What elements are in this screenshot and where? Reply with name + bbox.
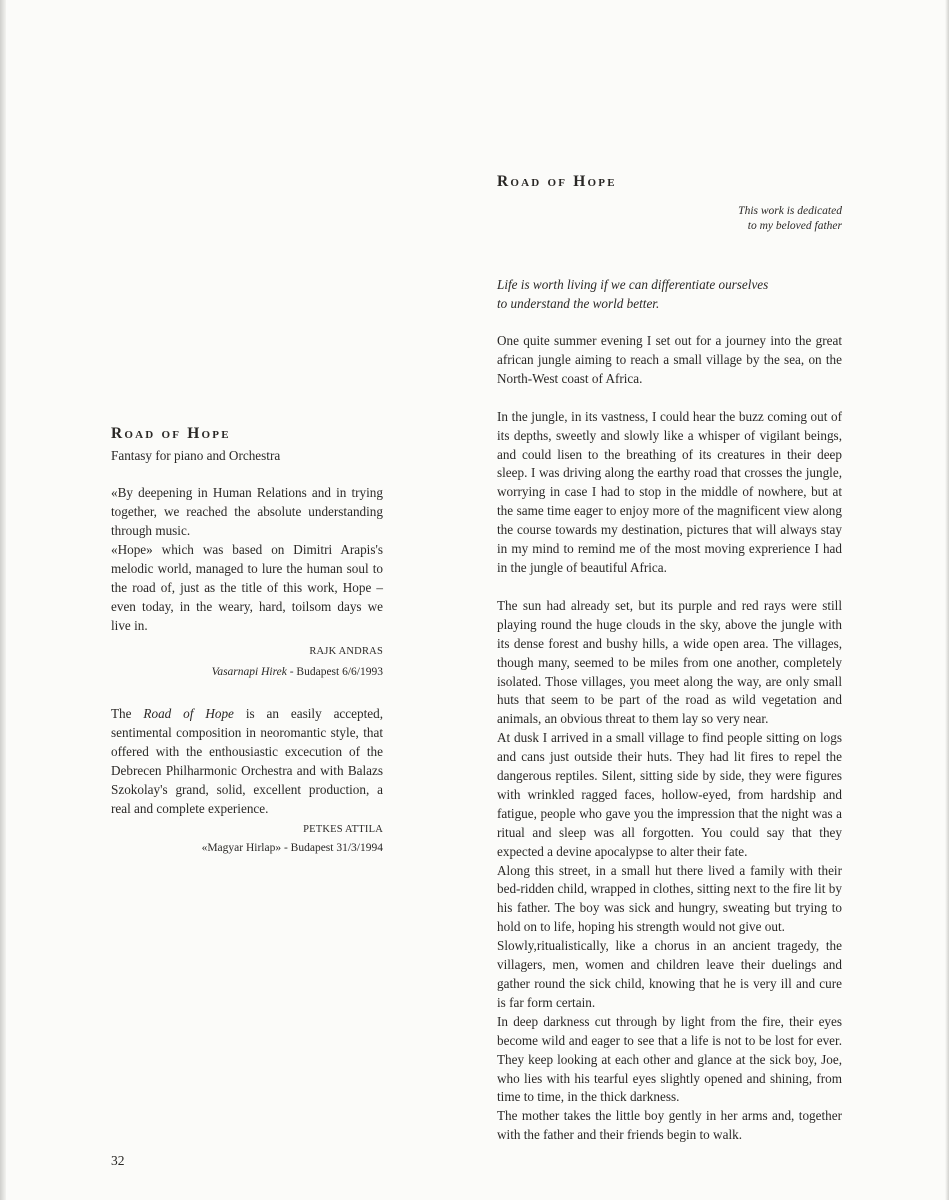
review-1-author: RAJK ANDRAS [309, 646, 383, 657]
story-para-5: In deep darkness cut through by light from the fire, their eyes become wild and eager to see that a life is not to be lost for ever. They keep looking at each other and glance at the sick boy, Joe, who lies with his tearful eyes slightly opened and shining, from time to time, in the thick darkness. [497, 1013, 842, 1105]
review-2-text-italic: Road of Hope [143, 706, 234, 721]
review-1 [111, 483, 383, 681]
dedication-line-2: to my beloved father [747, 220, 842, 232]
left-subtitle: Fantasy for piano and Orchestra [111, 448, 281, 463]
story-para-3: Along this street, in a small hut there lived a family with their bed-ridden child, wrapped in clothes, sitting next to the fire lit by his father. The boy was sick and hungry, sweating but trying to hold on to life, hoping his strength would not give out. [497, 862, 842, 935]
left-title: Road of Hope [111, 425, 231, 442]
page-binding-shadow [0, 0, 6, 1200]
epigraph-line-1: Life is worth living if we can differentiate ourselves [497, 277, 769, 292]
review-2-text-after: is an easily accepted, sentimental composition in neoromantic style, that offered with the enthousiastic excecution of the Debrecen Philharmonic Orchestra and with Balazs Szokolay's grand, solid, excellent production, a real and complete experience. [111, 706, 383, 816]
story-para-6: The mother takes the little boy gently in her arms and, together with the father and their friends begin to walk. [497, 1108, 842, 1143]
review-2-text-before: The [111, 706, 144, 721]
dedication-line-1: This work is dedicated [738, 205, 842, 217]
review-1-source [111, 663, 383, 681]
dedication [497, 204, 842, 234]
epigraph-line-2: to understand the world better. [497, 296, 660, 311]
left-column [111, 424, 383, 857]
review-2-author: PETKES ATTILA [303, 824, 383, 835]
review-1-line-1: «By deepening in Human Relations and in trying together, we reached the absolute understanding through music. [111, 485, 383, 538]
review-1-source-date: - Budapest 6/6/1993 [286, 666, 383, 678]
epigraph [497, 275, 842, 313]
story-para-1: The sun had already set, but its purple and red rays were still playing round the huge clouds in the sky, above the jungle with its dense forest and bushy hills, a wide open area. The villages, though many, seemed to be miles from one another, completely isolated. Those villages, you meet along the way, are only small huts that seem to be part of the road as wild vegetation and animals, an obvious threat to them lay so very near. [497, 597, 842, 727]
review-2-text [111, 704, 383, 818]
review-1-line-2: «Hope» which was based on Dimitri Arapis's melodic world, managed to lure the human soul to the road of, just as the title of this work, Hope – even today, in the weary, hard, toilsom days we live in. [111, 542, 383, 633]
right-title: Road of Hope [497, 173, 617, 190]
right-column [497, 172, 842, 1145]
review-1-source-title: Vasarnapi Hirek [211, 666, 287, 678]
story-block [497, 597, 842, 1145]
review-2 [111, 704, 383, 857]
paragraph-1: One quite summer evening I set out for a journey into the great african jungle aiming to reach a small village by the sea, on the North-West coast of Africa. [497, 333, 842, 386]
page-number: 32 [111, 1153, 125, 1168]
review-2-source: «Magyar Hirlap» - Budapest 31/3/1994 [201, 842, 383, 854]
page-edge-shadow [945, 0, 949, 1200]
paragraph-2: In the jungle, in its vastness, I could hear the buzz coming out of its depths, sweetly and slowly like a whisper of vigilant beings, and could lisen to the breathing of its creatures in their deep sleep. I was driving along the earthy road that crosses the jungle, worrying in case I had to stop in the middle of nowhere, but at the same time eager to enjoy more of the magnificent view along the course towards my destination, pictures that will always stay in my mind to remind me of the most moving exprerience I had in the jungle of beautiful Africa. [497, 408, 842, 575]
story-para-4: Slowly,ritualistically, like a chorus in an ancient tragedy, the villagers, men, women and children leave their duelings and gather round the sick child, knowing that he is very ill and cure is far form certain. [497, 938, 842, 1010]
story-para-2: At dusk I arrived in a small village to find people sitting on logs and cans just outside their huts. They had lit fires to repel the dangerous reptiles. Silent, sitting side by side, they were figures with wrinkled ragged faces, hollow-eyed, from hardship and fatigue, people who gave you the impression that the night was a ritual and sleep was all forgotten. You could say that they expected a devine apocalypse to alter their fate. [497, 730, 842, 859]
